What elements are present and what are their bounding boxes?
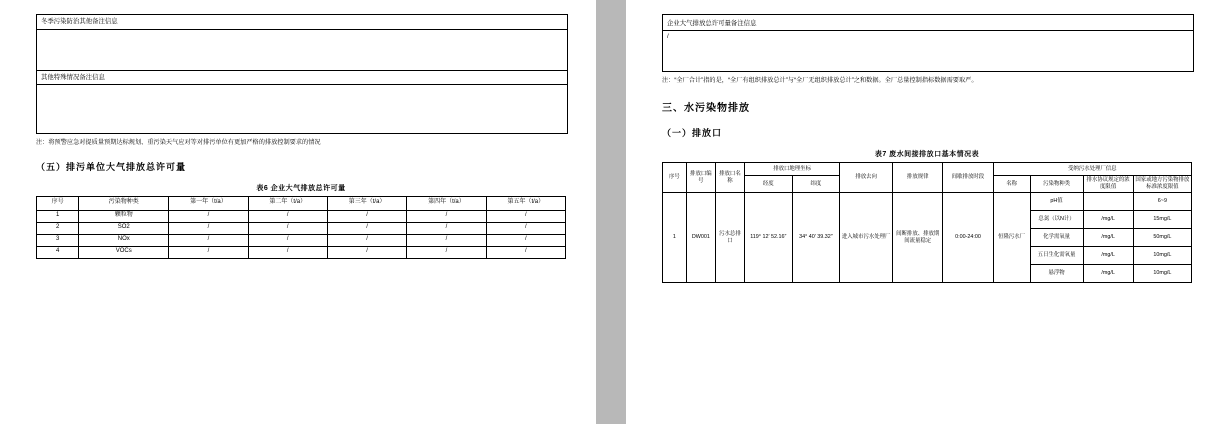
remark-block-air-total <box>662 14 1194 72</box>
table7-header-rule: 排放规律 <box>893 163 943 193</box>
cell-agreed-limit: /mg/L <box>1083 229 1133 247</box>
cell: / <box>169 246 248 258</box>
table7-header-interval: 间歇排放时段 <box>943 163 993 193</box>
section-heading-water: 三、水污染物排放 <box>662 103 750 115</box>
note-right: 注：“全厂合计”指的是，“全厂有组织排放总计”与“全厂无组织排放总计”之和数据。全厂总量控制指标数据需要取严。 <box>662 77 978 84</box>
table7-header-longitude: 经度 <box>744 176 792 193</box>
cell-national-limit: 10mg/L <box>1133 247 1191 265</box>
cell: / <box>327 222 406 234</box>
table6-caption: 表6 企业大气排放总许可量 <box>256 184 346 192</box>
cell-agreed-limit: /mg/L <box>1083 211 1133 229</box>
table6-header-5: 第四年（t/a） <box>407 196 486 210</box>
cell: 3 <box>37 234 79 246</box>
cell-pollutant: 悬浮物 <box>1030 265 1083 283</box>
table7-header-plant-name: 名称 <box>993 176 1030 193</box>
table-row <box>663 163 1192 176</box>
cell: NOx <box>79 234 169 246</box>
table-air-total-allowance <box>36 196 566 259</box>
cell-plant-name: 恒隆污水厂 <box>993 193 1030 283</box>
table7-group-receiving: 受纳污水处理厂信息 <box>993 163 1191 176</box>
table7-header-pollutant: 污染物种类 <box>1030 176 1083 193</box>
cell-direction: 进入城市污水处理厂 <box>840 193 893 283</box>
note-left: 注：将预警应急对提质量预期达标规划、重污染天气应对等对排污单位有更加严格的排放控制要求的情况 <box>36 139 321 147</box>
table7-header-latitude: 纬度 <box>792 176 840 193</box>
page-gutter <box>596 0 626 424</box>
remark-body-winter[interactable] <box>37 30 567 70</box>
cell: / <box>407 222 486 234</box>
cell-national-limit: 6~9 <box>1133 193 1191 211</box>
cell: / <box>486 222 565 234</box>
cell: / <box>327 210 406 222</box>
cell-latitude: 34° 40′ 39.32″ <box>792 193 840 283</box>
table-row <box>37 234 566 246</box>
cell-national-limit: 15mg/L <box>1133 211 1191 229</box>
document-page-left <box>0 0 596 424</box>
sub-heading-outlet: （一）排放口 <box>662 128 723 139</box>
cell-rule: 间断排放、排放期间流量稳定 <box>893 193 943 283</box>
cell: SO2 <box>79 222 169 234</box>
cell-pollutant: 化学需氧量 <box>1030 229 1083 247</box>
cell: / <box>327 234 406 246</box>
cell: / <box>169 234 248 246</box>
cell-outlet-name: 污水总排口 <box>715 193 744 283</box>
section-heading-left: （五）排污单位大气排放总许可量 <box>36 161 187 172</box>
cell: 4 <box>37 246 79 258</box>
document-page-right <box>626 0 1222 424</box>
table6-header-0: 序号 <box>37 196 79 210</box>
cell-longitude: 119° 12′ 52.16″ <box>744 193 792 283</box>
cell: 2 <box>37 222 79 234</box>
cell: / <box>248 246 327 258</box>
remark-block-winter <box>36 14 568 134</box>
cell: / <box>248 234 327 246</box>
table7-header-direction: 排放去向 <box>840 163 893 193</box>
table6-header-2: 第一年（t/a） <box>169 196 248 210</box>
table-row <box>37 246 566 258</box>
cell: / <box>486 234 565 246</box>
cell-national-limit: 50mg/L <box>1133 229 1191 247</box>
cell: / <box>407 246 486 258</box>
table-row <box>37 196 566 210</box>
table7-header-national-limit: 国家或地方污染物排放标准浓度限值 <box>1133 176 1191 193</box>
cell: / <box>248 222 327 234</box>
cell: / <box>486 210 565 222</box>
cell-agreed-limit: /mg/L <box>1083 247 1133 265</box>
remark-body-air-total[interactable]: / <box>667 33 669 40</box>
cell-agreed-limit <box>1083 193 1133 211</box>
table7-header-index: 序号 <box>663 163 687 193</box>
cell: / <box>327 246 406 258</box>
table7-header-outlet-code: 排放口编号 <box>686 163 715 193</box>
cell-interval: 0:00-24:00 <box>943 193 993 283</box>
cell: / <box>407 234 486 246</box>
table-row <box>37 210 566 222</box>
table6-header-4: 第三年（t/a） <box>327 196 406 210</box>
cell: 颗粒物 <box>79 210 169 222</box>
table7-header-agreed-limit: 排水协议规定的浓度限值 <box>1083 176 1133 193</box>
cell: 1 <box>37 210 79 222</box>
table-row <box>663 193 1192 211</box>
table6-header-3: 第二年（t/a） <box>248 196 327 210</box>
cell-index: 1 <box>663 193 687 283</box>
table6-header-6: 第五年（t/a） <box>486 196 565 210</box>
table6-header-1: 污染物种类 <box>79 196 169 210</box>
cell: VOCs <box>79 246 169 258</box>
remark-header-air-total: 企业大气排放总许可量备注信息 <box>663 15 1193 31</box>
table-wastewater-outlet <box>662 162 1192 283</box>
cell-pollutant: 五日生化需氧量 <box>1030 247 1083 265</box>
cell-pollutant: pH值 <box>1030 193 1083 211</box>
remark-header-winter: 冬季污染防治其他备注信息 <box>37 15 567 30</box>
table7-header-outlet-name: 排放口名称 <box>715 163 744 193</box>
cell: / <box>169 222 248 234</box>
cell-outlet-code: DW001 <box>686 193 715 283</box>
remark-header-other: 其他特殊情况备注信息 <box>37 70 567 86</box>
remark-body-other[interactable] <box>37 85 567 133</box>
table7-caption: 表7 废水间接排放口基本情况表 <box>874 151 980 159</box>
cell-pollutant: 总氮（以N计） <box>1030 211 1083 229</box>
cell: / <box>169 210 248 222</box>
cell: / <box>486 246 565 258</box>
cell: / <box>248 210 327 222</box>
cell-agreed-limit: /mg/L <box>1083 265 1133 283</box>
table-row <box>37 222 566 234</box>
cell: / <box>407 210 486 222</box>
cell-national-limit: 10mg/L <box>1133 265 1191 283</box>
table7-group-coordinates: 排放口地理坐标 <box>744 163 839 176</box>
